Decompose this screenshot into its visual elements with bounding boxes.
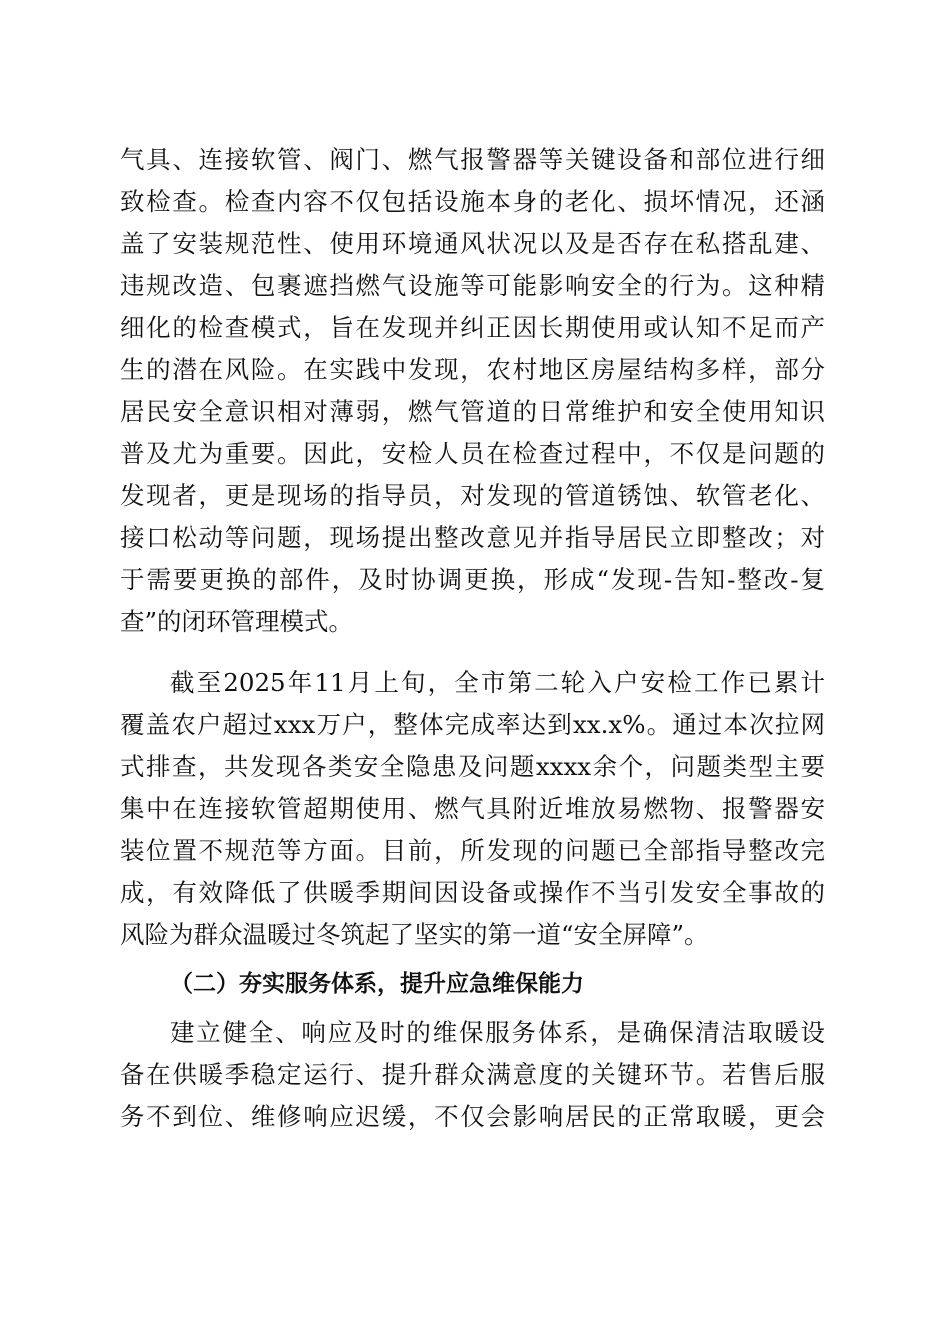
paragraph-3-line-3: 务不到位、维修响应迟缓，不仅会影响居民的正常取暖，更会 (120, 1102, 825, 1131)
paragraph-1-line-5: 细化的检查模式，旨在发现并纠正因长期使用或认知不足而产 (120, 313, 825, 342)
paragraph-1-line-3: 盖了安装规范性、使用环境通风状况以及是否存在私搭乱建、 (120, 229, 825, 258)
paragraph-1-line-9: 发现者，更是现场的指导员，对发现的管道锈蚀、软管老化、 (120, 481, 825, 510)
paragraph-2-line-6: 成，有效降低了供暖季期间因设备或操作不当引发安全事故的 (120, 878, 825, 907)
section-heading: （二）夯实服务体系，提升应急维保能力 (170, 971, 584, 997)
paragraph-2-line-1: 截至2025年11月上旬，全市第二轮入户安检工作已累计 (170, 668, 825, 697)
paragraph-1-line-10: 接口松动等问题，现场提出整改意见并指导居民立即整改；对 (120, 523, 825, 552)
paragraph-1-line-6: 生的潜在风险。在实践中发现，农村地区房屋结构多样，部分 (120, 355, 825, 384)
paragraph-3-line-2: 备在供暖季稳定运行、提升群众满意度的关键环节。若售后服 (120, 1060, 825, 1089)
paragraph-1-line-12: 查”的闭环管理模式。 (120, 607, 354, 636)
paragraph-2-line-7: 风险为群众温暖过冬筑起了坚实的第一道“安全屏障”。 (120, 920, 709, 949)
paragraph-1-line-7: 居民安全意识相对薄弱，燃气管道的日常维护和安全使用知识 (120, 397, 825, 426)
paragraph-1-line-11: 于需要更换的部件，及时协调更换，形成“发现-告知-整改-复 (120, 565, 825, 594)
paragraph-1-line-4: 违规改造、包裹遮挡燃气设施等可能影响安全的行为。这种精 (120, 271, 825, 300)
paragraph-1-line-8: 普及尤为重要。因此，安检人员在检查过程中，不仅是问题的 (120, 439, 825, 468)
paragraph-2-line-3: 式排查，共发现各类安全隐患及问题xxxx余个，问题类型主要 (120, 752, 825, 781)
paragraph-2-line-2: 覆盖农户超过xxx万户，整体完成率达到xx.x%。通过本次拉网 (120, 710, 825, 739)
paragraph-2-line-4: 集中在连接软管超期使用、燃气具附近堆放易燃物、报警器安 (120, 794, 825, 823)
paragraph-1-line-2: 致检查。检查内容不仅包括设施本身的老化、损坏情况，还涵 (120, 187, 825, 216)
paragraph-1-line-1: 气具、连接软管、阀门、燃气报警器等关键设备和部位进行细 (120, 145, 825, 174)
paragraph-3-line-1: 建立健全、响应及时的维保服务体系，是确保清洁取暖设 (170, 1018, 825, 1047)
paragraph-2-line-5: 装位置不规范等方面。目前，所发现的问题已全部指导整改完 (120, 836, 825, 865)
